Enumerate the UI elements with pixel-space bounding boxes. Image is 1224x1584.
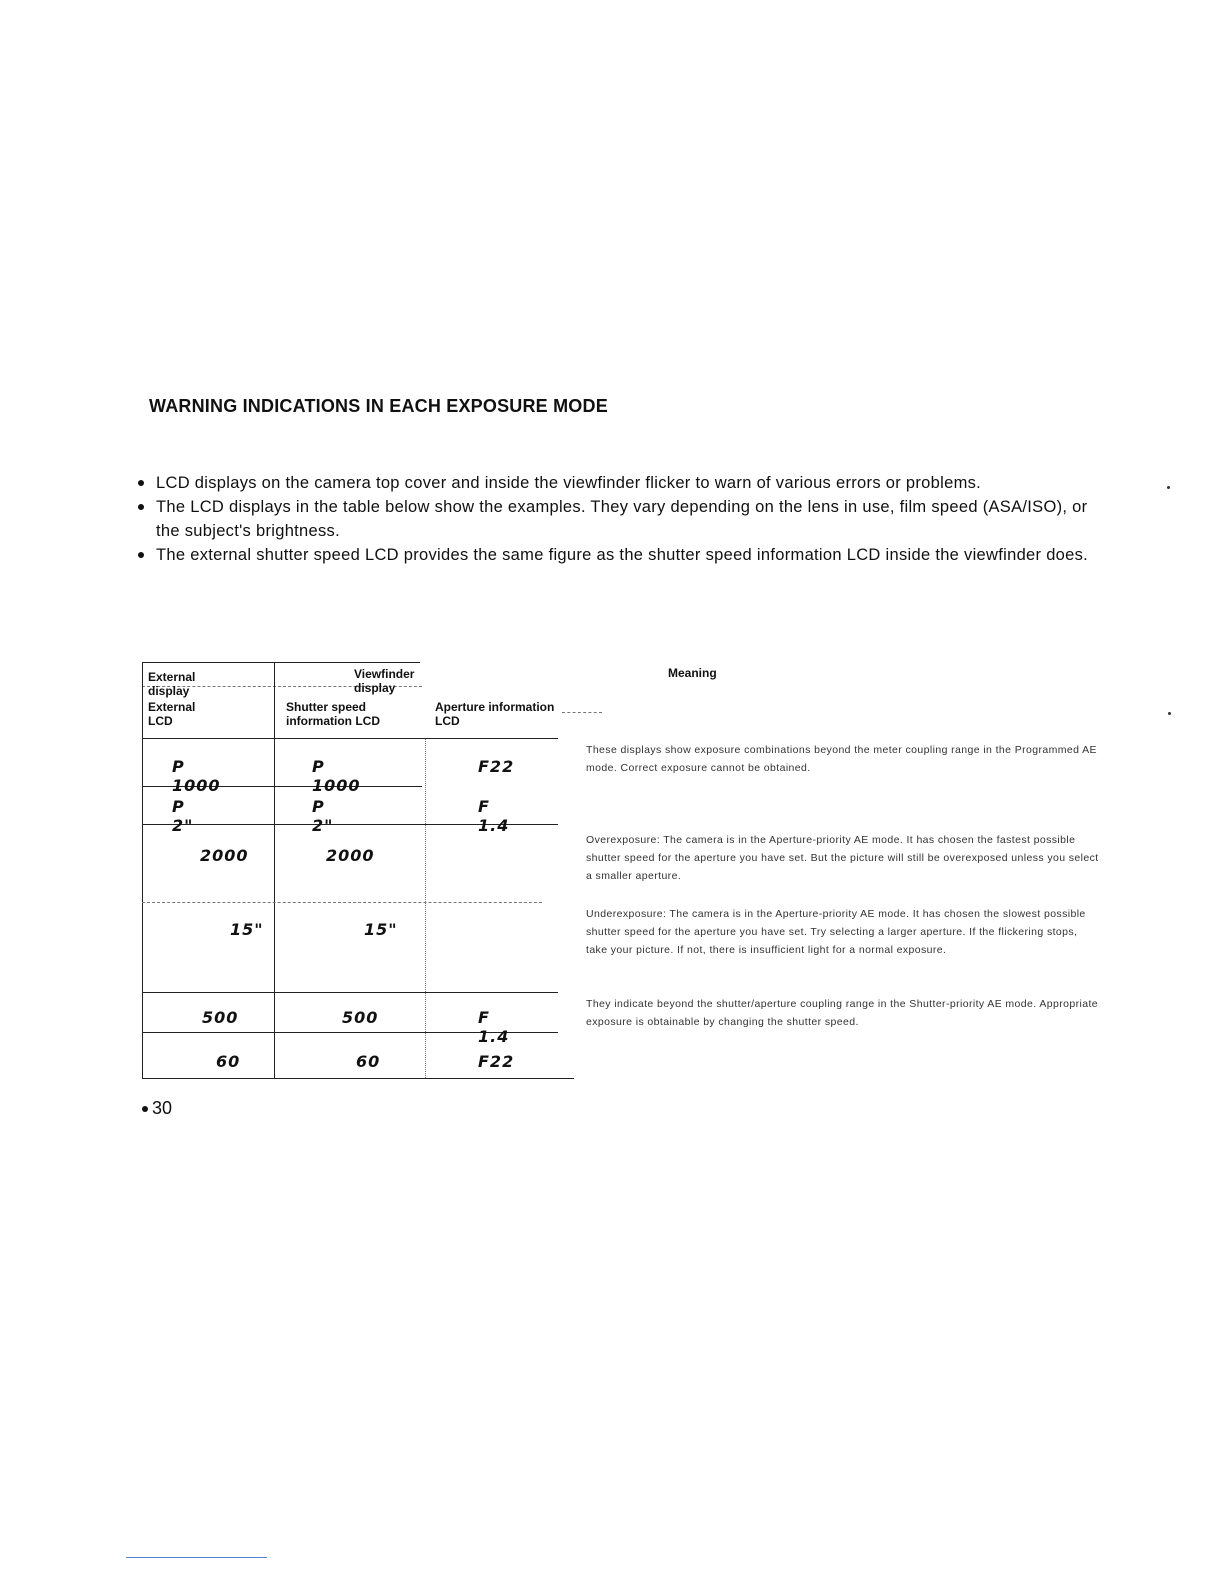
external-lcd-value: P 2" bbox=[172, 797, 194, 835]
header-aperture-lcd: Aperture information LCD bbox=[435, 700, 555, 728]
aperture-lcd-value: F22 bbox=[478, 1052, 515, 1071]
bullet-icon bbox=[142, 1106, 148, 1112]
shutter-lcd-value: P 1000 bbox=[312, 757, 361, 795]
bullet-item: LCD displays on the camera top cover and inside the viewfinder flicker to warn of various errors or problems. bbox=[138, 471, 1098, 495]
shutter-lcd-value: 500 bbox=[342, 1008, 379, 1027]
external-lcd-value: 500 bbox=[202, 1008, 239, 1027]
stray-mark bbox=[1167, 486, 1170, 489]
header-external-display: External display bbox=[148, 670, 196, 698]
header-meaning: Meaning bbox=[668, 666, 717, 680]
shutter-lcd-value: P 2" bbox=[312, 797, 334, 835]
bullet-item: The LCD displays in the table below show the examples. They vary depending on the lens in use, film speed (ASA/ISO), or the subject's brightness. bbox=[138, 495, 1098, 543]
meaning-text: They indicate beyond the shutter/aperture coupling range in the Shutter-priority AE mode. Appropriate exposure is obtainable by changing the shutter speed. bbox=[586, 998, 1099, 1028]
header-viewfinder-display: Viewfinder display bbox=[354, 667, 415, 695]
shutter-lcd-value: 60 bbox=[356, 1052, 381, 1071]
bullet-icon bbox=[138, 504, 144, 510]
bullet-icon bbox=[138, 480, 144, 486]
shutter-lcd-value: 2000 bbox=[326, 846, 375, 865]
shutter-lcd-value: 15" bbox=[364, 920, 398, 939]
stray-mark bbox=[1168, 712, 1171, 715]
external-lcd-value: 60 bbox=[216, 1052, 241, 1071]
footer-line bbox=[126, 1557, 267, 1558]
page-number: 30 bbox=[142, 1098, 172, 1119]
aperture-lcd-value: F 1.4 bbox=[478, 1008, 510, 1046]
aperture-lcd-value: F22 bbox=[478, 757, 515, 776]
meaning-text: These displays show exposure combinations beyond the meter coupling range in the Programmed AE mode. Correct exposure cannot be obtained. bbox=[586, 744, 1097, 774]
meaning-text: Underexposure: The camera is in the Aperture-priority AE mode. It has chosen the slowest possible shutter speed for the aperture you have set. Try selecting a larger aperture. If the flickering stops, take your picture. If not, there is insufficient light for a normal exposure. bbox=[586, 908, 1086, 956]
bullet-item: The external shutter speed LCD provides the same figure as the shutter speed information LCD inside the viewfinder does. bbox=[138, 543, 1098, 567]
page-title: WARNING INDICATIONS IN EACH EXPOSURE MODE bbox=[149, 396, 608, 416]
header-shutter-lcd: Shutter speed information LCD bbox=[286, 700, 380, 728]
header-external-lcd: External LCD bbox=[148, 700, 196, 728]
bullet-icon bbox=[138, 552, 144, 558]
aperture-lcd-value: F 1.4 bbox=[478, 797, 510, 835]
meaning-text: Overexposure: The camera is in the Aperture-priority AE mode. It has chosen the fastest possible shutter speed for the aperture you have set. But the picture will still be overexposed unless you select a smaller aperture. bbox=[586, 834, 1099, 882]
bullet-list bbox=[138, 471, 1098, 567]
external-lcd-value: P 1000 bbox=[172, 757, 221, 795]
external-lcd-value: 15" bbox=[230, 920, 264, 939]
external-lcd-value: 2000 bbox=[200, 846, 249, 865]
